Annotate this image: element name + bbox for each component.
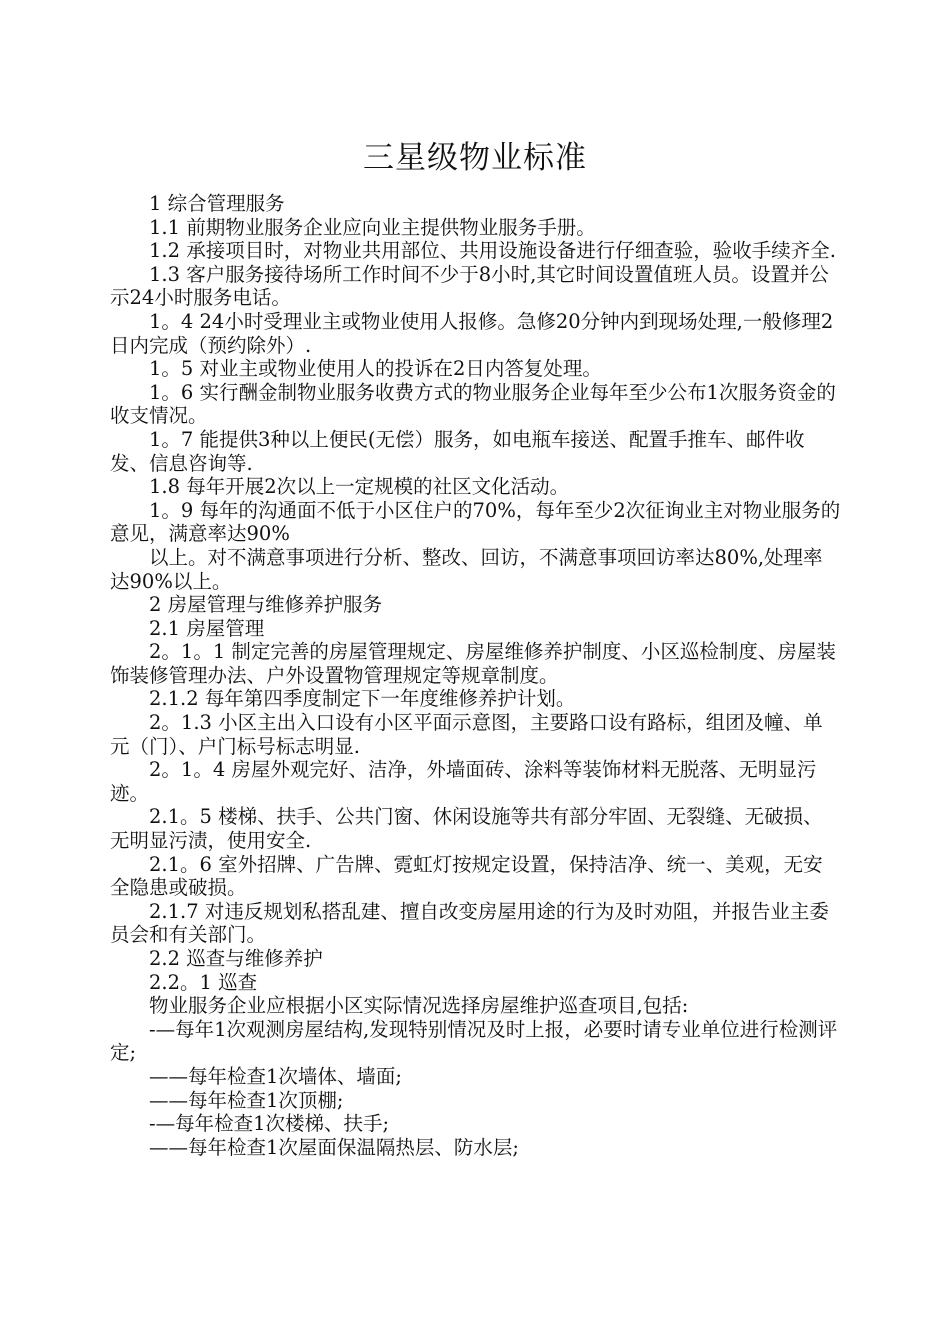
paragraph: 1.8 每年开展2次以上一定规模的社区文化活动。 [149, 475, 570, 499]
paragraph: 1.1 前期物业服务企业应向业主提供物业服务手册。 [149, 215, 596, 239]
paragraph: 2.1。5 楼梯、扶手、公共门窗、休闲设施等共有部分牢固、无裂缝、无破损、无明显污渍，使用安全. [110, 805, 823, 853]
paragraph: 2。1。4 房屋外观完好、洁净，外墙面砖、涂料等装饰材料无脱落、无明显污迹。 [110, 758, 817, 805]
paragraph: 2。1。1 制定完善的房屋管理规定、房屋维修养护制度、小区巡检制度、房屋装饰装修管理办法、户外设置物管理规定等规章制度。 [110, 640, 836, 687]
paragraph: 2.2 巡查与维修养护 [149, 947, 323, 970]
paragraph: 1。5 对业主或物业使用人的投诉在2日内答复处理。 [149, 357, 602, 381]
paragraph: ——每年检查1次墙体、墙面; [149, 1064, 402, 1088]
paragraph: -—每年检查1次楼梯、扶手; [149, 1112, 390, 1136]
paragraph: 2.1.2 每年第四季度制定下一年度维修养护计划。 [149, 687, 576, 711]
document-title: 三星级物业标准 [363, 140, 587, 176]
paragraph: 2.2。1 巡查 [149, 970, 258, 994]
document-body [110, 192, 842, 1159]
paragraph: 1。7 能提供3种以上便民(无偿）服务，如电瓶车接送、配置手推车、邮件收发、信息咨询等. [110, 427, 805, 475]
paragraph: 1。6 实行酬金制物业服务收费方式的物业服务企业每年至少公布1次服务资金的收支情况。 [110, 380, 836, 428]
paragraph: 2.1.7 对违反规划私搭乱建、擅自改变房屋用途的行为及时劝阻，并报告业主委员会和有关部门。 [110, 899, 829, 947]
paragraph: 2 房屋管理与维修养护服务 [149, 593, 383, 617]
paragraph: 1。4 24小时受理业主或物业使用人报修。急修20分钟内到现场处理,一般修理2日内完成（预约除外）. [110, 309, 834, 357]
paragraph: 2.1。6 室外招牌、广告牌、霓虹灯按规定设置，保持洁净、统一、美观，无安全隐患或破损。 [110, 852, 823, 900]
paragraph: ——每年检查1次顶棚; [149, 1088, 344, 1112]
paragraph: 1。9 每年的沟通面不低于小区住户的70%，每年至少2次征询业主对物业服务的意见，满意率达90% [110, 498, 841, 546]
paragraph: 1.3 客户服务接待场所工作时间不少于8小时,其它时间设置值班人员。设置并公示24小时服务电话。 [110, 262, 829, 310]
paragraph: 2。1.3 小区主出入口设有小区平面示意图，主要路口设有路标，组团及幢、单元（门）、户门标号标志明显. [110, 711, 823, 758]
paragraph: ——每年检查1次屋面保温隔热层、防水层; [149, 1135, 519, 1159]
paragraph: 2.1 房屋管理 [149, 616, 265, 640]
paragraph: 1 综合管理服务 [149, 192, 285, 215]
paragraph: 1.2 承接项目时，对物业共用部位、共用设施设备进行仔细查验，验收手续齐全. [149, 239, 836, 263]
paragraph: 以上。对不满意事项进行分析、整改、回访，不满意事项回访率达80%,处理率达90%以上。 [110, 545, 823, 593]
paragraph: 物业服务企业应根据小区实际情况选择房屋维护巡查项目,包括: [149, 994, 689, 1018]
paragraph: -—每年1次观测房屋结构,发现特别情况及时上报，必要时请专业单位进行检测评定; [110, 1017, 838, 1065]
